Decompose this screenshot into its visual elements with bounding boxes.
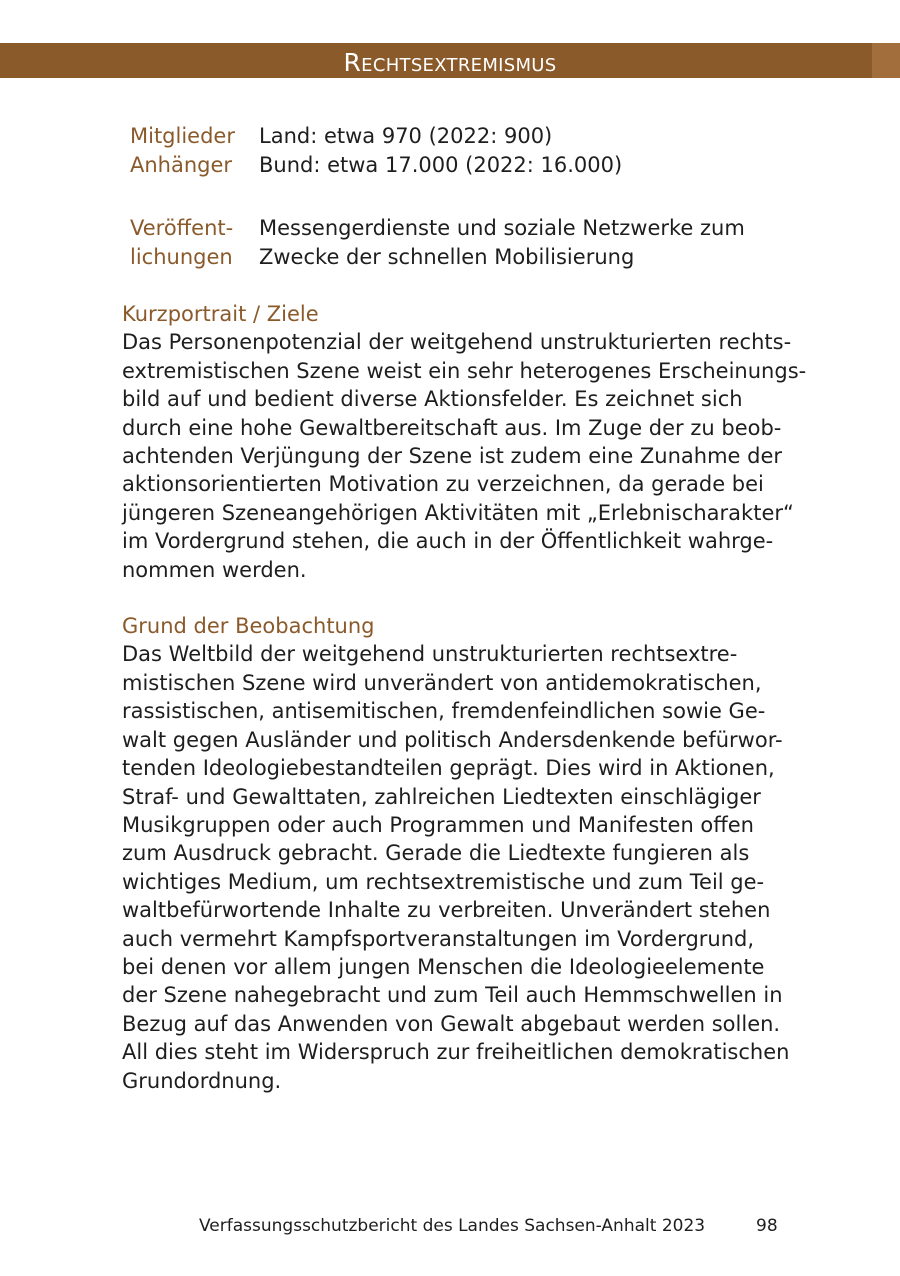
paragraph-line: walt gegen Ausländer und politisch Andersdenkende befürwor-: [122, 727, 783, 752]
facts-row-publications-2: [130, 243, 745, 272]
publications-label-line-1: Veröffent-: [130, 216, 234, 240]
paragraph-line: wichtiges Medium, um rechtsextremistische und zum Teil ge-: [122, 869, 765, 894]
paragraph-line: achtenden Verjüngung der Szene ist zudem eine Zunahme der: [122, 444, 783, 469]
paragraph-line: nommen werden.: [122, 557, 307, 582]
page-title: Rechtsextremismus: [343, 48, 557, 77]
paragraph-line: Bezug auf das Anwenden von Gewalt abgebaut werden sollen.: [122, 1011, 781, 1036]
section-heading-reason: Grund der Beobachtung: [122, 614, 375, 639]
paragraph-line: durch eine hohe Gewaltbereitschaft aus. Im Zuge der zu beob-: [122, 415, 782, 440]
paragraph-portrait: [122, 328, 807, 584]
supporters-value: Bund: etwa 17.000 (2022: 16.000): [259, 153, 623, 177]
paragraph-line: tenden Ideologiebestandteilen geprägt. Dies wird in Aktionen,: [122, 756, 775, 781]
paragraph-line: auch vermehrt Kampfsportveranstaltungen im Vordergrund,: [122, 926, 755, 951]
paragraph-line: Grundordnung.: [122, 1068, 282, 1093]
paragraph-line: Straf- und Gewalttaten, zahlreichen Liedtexten einschlägiger: [122, 784, 761, 809]
facts-row-supporters: [130, 151, 745, 180]
facts-spacer: [130, 180, 745, 214]
members-value: Land: etwa 970 (2022: 900): [259, 124, 553, 148]
paragraph-line: Das Personenpotenzial der weitgehend unstrukturierten rechts-: [122, 330, 792, 355]
paragraph-line: waltbefürwortende Inhalte zu verbreiten. Unverändert stehen: [122, 898, 771, 923]
publications-label-line-2: lichungen: [130, 245, 233, 269]
footer-publication-title: Verfassungsschutzbericht des Landes Sachsen-Anhalt 2023: [199, 1216, 706, 1236]
paragraph-line: bei denen vor allem jungen Menschen die Ideologieelemente: [122, 954, 765, 979]
facts-row-members: [130, 122, 745, 151]
paragraph-line: rassistischen, antisemitischen, fremdenfeindlichen sowie Ge-: [122, 699, 766, 724]
paragraph-line: jüngeren Szeneangehörigen Aktivitäten mit „Erlebnischarakter“: [122, 500, 794, 525]
paragraph-line: aktionsorientierten Motivation zu verzeichnen, da gerade bei: [122, 472, 764, 497]
paragraph-line: Musikgruppen oder auch Programmen und Manifesten offen: [122, 812, 754, 837]
section-heading-portrait: Kurzportrait / Ziele: [122, 302, 319, 326]
paragraph-line: extremistischen Szene weist ein sehr heterogenes Erscheinungs-: [122, 358, 807, 383]
paragraph-line: mistischen Szene wird unverändert von antidemokratischen,: [122, 670, 762, 695]
facts-row-publications-1: [130, 214, 745, 243]
facts-table: [130, 122, 745, 272]
paragraph-line: im Vordergrund stehen, die auch in der Öffentlichkeit wahrge-: [122, 529, 774, 554]
paragraph-line: Das Weltbild der weitgehend unstrukturierten rechtsextre-: [122, 642, 738, 667]
paragraph-line: der Szene nahegebracht und zum Teil auch Hemmschwellen in: [122, 983, 783, 1008]
main-content: [122, 300, 807, 1095]
paragraph-reason: [122, 640, 792, 1095]
members-label: Mitglieder: [130, 124, 235, 148]
paragraph-line: bild auf und bedient diverse Aktionsfelder. Es zeichnet sich: [122, 387, 743, 412]
paragraph-line: zum Ausdruck gebracht. Gerade die Liedtexte fungieren als: [122, 841, 750, 866]
page-number: 98: [756, 1216, 778, 1236]
supporters-label: Anhänger: [130, 153, 233, 177]
publications-value-line-2: Zwecke der schnellen Mobilisierung: [259, 245, 635, 269]
paragraph-line: All dies steht im Widerspruch zur freiheitlichen demokratischen: [122, 1040, 790, 1065]
section-spacer: [122, 584, 792, 612]
publications-value-line-1: Messengerdienste und soziale Netzwerke zum: [259, 216, 745, 240]
